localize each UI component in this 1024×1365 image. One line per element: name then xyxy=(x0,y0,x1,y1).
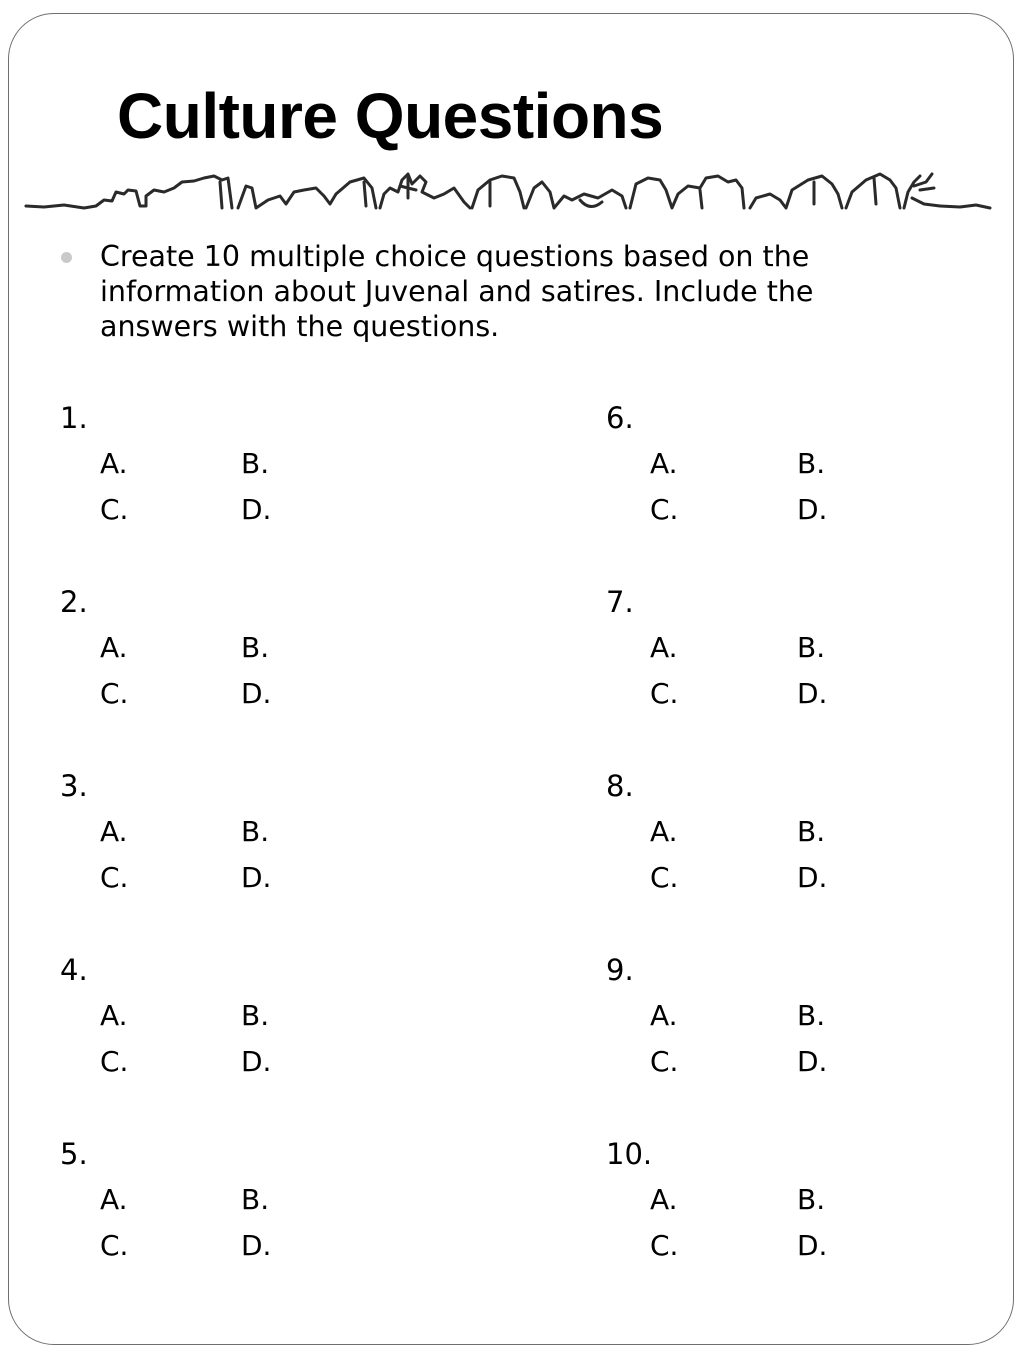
option-c: C. xyxy=(100,1229,129,1262)
option-a: A. xyxy=(100,1183,128,1216)
option-b: B. xyxy=(241,447,270,480)
option-b: B. xyxy=(797,999,826,1032)
option-d: D. xyxy=(241,677,272,710)
option-b: B. xyxy=(797,815,826,848)
village-skyline-icon xyxy=(24,168,992,220)
question-number: 1. xyxy=(60,401,88,435)
option-a: A. xyxy=(650,447,678,480)
question-number: 7. xyxy=(606,585,634,619)
option-b: B. xyxy=(797,447,826,480)
option-d: D. xyxy=(241,1045,272,1078)
bullet-dot-icon xyxy=(61,252,72,263)
question-number: 2. xyxy=(60,585,88,619)
option-d: D. xyxy=(797,493,828,526)
question-number: 5. xyxy=(60,1137,88,1171)
option-a: A. xyxy=(100,447,128,480)
option-b: B. xyxy=(241,1183,270,1216)
option-a: A. xyxy=(650,999,678,1032)
option-c: C. xyxy=(650,861,679,894)
option-a: A. xyxy=(650,1183,678,1216)
page-title: Culture Questions xyxy=(117,80,664,152)
option-a: A. xyxy=(650,815,678,848)
option-d: D. xyxy=(241,861,272,894)
option-a: A. xyxy=(100,815,128,848)
option-b: B. xyxy=(797,1183,826,1216)
option-c: C. xyxy=(100,861,129,894)
option-d: D. xyxy=(241,1229,272,1262)
question-number: 10. xyxy=(606,1137,653,1171)
option-c: C. xyxy=(100,677,129,710)
option-d: D. xyxy=(797,1045,828,1078)
option-a: A. xyxy=(100,999,128,1032)
option-c: C. xyxy=(650,1045,679,1078)
option-b: B. xyxy=(797,631,826,664)
option-b: B. xyxy=(241,999,270,1032)
question-number: 4. xyxy=(60,953,88,987)
question-number: 8. xyxy=(606,769,634,803)
option-c: C. xyxy=(650,1229,679,1262)
question-number: 6. xyxy=(606,401,634,435)
option-c: C. xyxy=(100,1045,129,1078)
option-c: C. xyxy=(100,493,129,526)
option-c: C. xyxy=(650,677,679,710)
option-d: D. xyxy=(797,861,828,894)
question-number: 3. xyxy=(60,769,88,803)
option-b: B. xyxy=(241,631,270,664)
instruction-text: Create 10 multiple choice questions based on the information about Juvenal and satires. Include the answers with the questions. xyxy=(100,240,814,343)
option-d: D. xyxy=(797,677,828,710)
option-d: D. xyxy=(241,493,272,526)
option-d: D. xyxy=(797,1229,828,1262)
option-b: B. xyxy=(241,815,270,848)
option-c: C. xyxy=(650,493,679,526)
question-number: 9. xyxy=(606,953,634,987)
option-a: A. xyxy=(650,631,678,664)
option-a: A. xyxy=(100,631,128,664)
